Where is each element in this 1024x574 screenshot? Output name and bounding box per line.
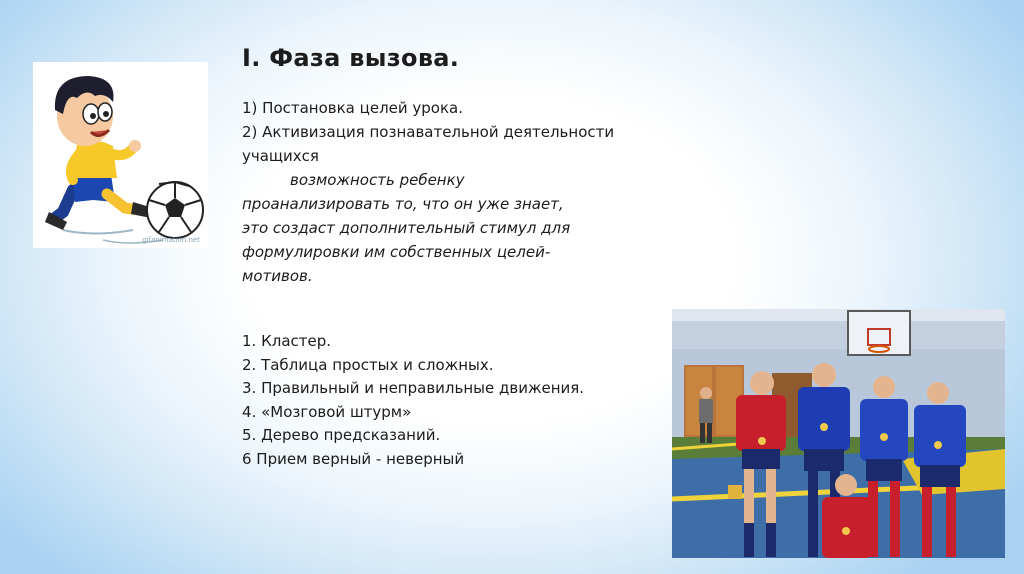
method-item-6: 6 Прием верный - неверный [242, 449, 465, 468]
team-photo-drawing [672, 309, 1005, 558]
goals-text-block [242, 96, 672, 288]
methods-list [242, 330, 662, 471]
goal-line-2: 2) Активизация познавательной деятельности [242, 123, 615, 141]
method-item-5: 5. Дерево предсказаний. [242, 426, 441, 444]
goal-line-3: учащихся [242, 147, 319, 165]
italic-line-2: проанализировать то, что он уже знает, [242, 195, 564, 213]
cartoon-football-boy-drawing [33, 62, 208, 248]
italic-line-5: мотивов. [242, 267, 313, 285]
cartoon-watermark: gifanimation.net [142, 236, 200, 244]
method-item-2: 2. Таблица простых и сложных. [242, 355, 494, 374]
goal-line-1: 1) Постановка целей урока. [242, 99, 464, 117]
method-item-4: 4. «Мозговой штурм» [242, 402, 412, 421]
italic-line-3: это создаст дополнительный стимул для [242, 219, 571, 237]
italic-line-4: формулировки им собственных целей- [242, 243, 551, 261]
method-item-3: 3. Правильный и неправильные движения. [242, 379, 585, 397]
slide-title: I. Фаза вызова. [242, 44, 460, 72]
method-item-1: 1. Кластер. [242, 332, 332, 350]
italic-line-1: возможность ребенку [290, 171, 465, 189]
cartoon-football-boy-image [33, 62, 208, 248]
team-photo [672, 309, 1005, 558]
